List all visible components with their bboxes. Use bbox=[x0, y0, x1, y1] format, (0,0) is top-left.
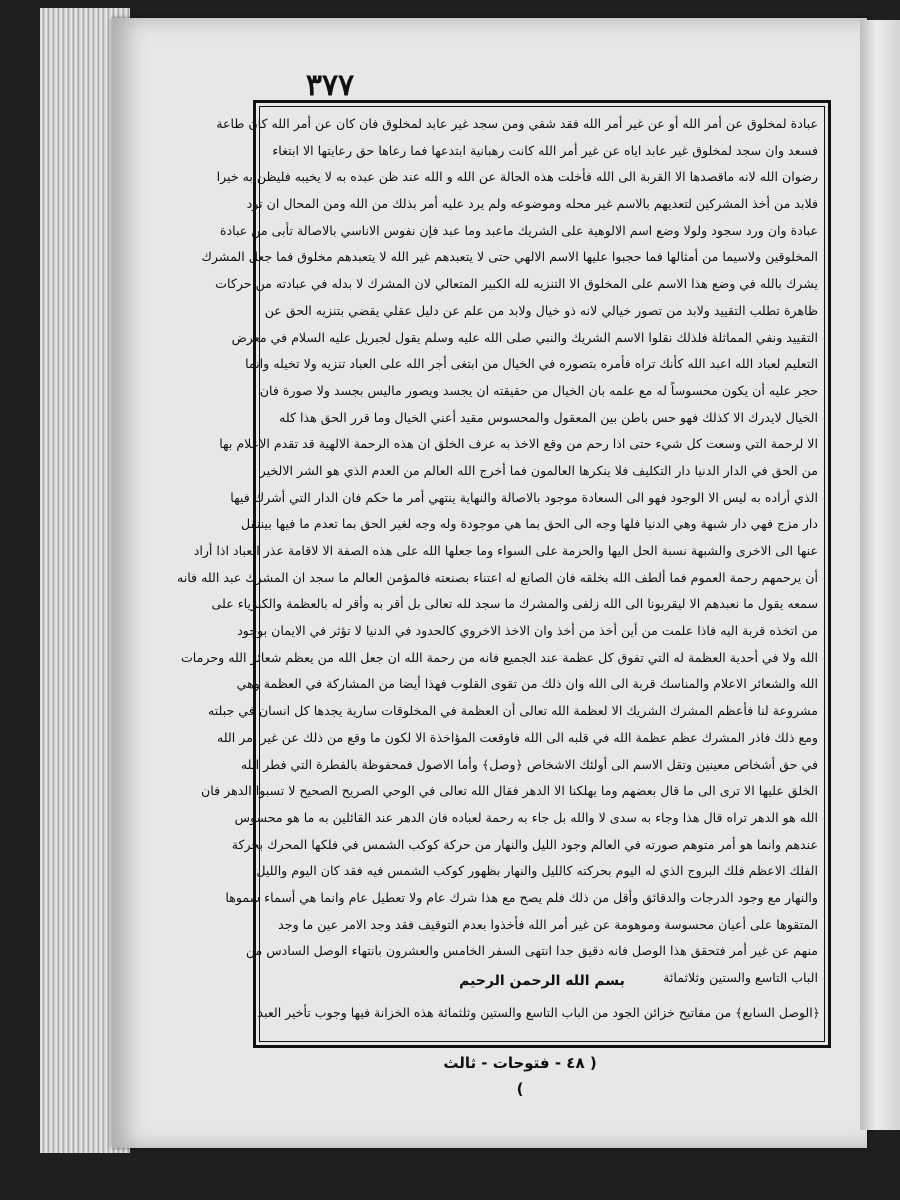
text-line: المتقوها على أعيان محسوسة وموهومة عن غير أمر الله فأخذوا بعدم التوقيف فقد وجد الامر عين ما وجد bbox=[278, 916, 818, 932]
text-line: يشرك بالله في وضع هذا الاسم على المخلوق الا التنزيه لله الكبير المتعالي لان المشرك لا بدله في عبادته من حركات bbox=[215, 276, 818, 292]
text-line: عندهم وانما هو أمر متوهم صورته في العالم وجود الليل والنهار من حركة كوكب الشمس في فلكها المحرك بحركة bbox=[231, 836, 818, 852]
basmala-heading: بسم الله الرحمن الرحيم bbox=[459, 973, 625, 989]
text-line: التعليم لعباد الله اعبد الله كأنك تراه فأمره بتصوره في الخيال من ابتغى أجر الله على العباد تنزيه ولا تخيله وانما bbox=[245, 356, 818, 372]
text-line: الا لرحمة التي وسعت كل شيء حتى اذا رحم من وقع الاخذ به عرف الخلق ان هذه الرحمة الالهية قد تقدم الاعلام بها bbox=[219, 436, 818, 452]
page-number: ٣٧٧ bbox=[305, 68, 355, 103]
text-line: الخيال لايدرك الا كذلك فهو حس باطن بين المعقول والمحسوس مقيد أعني الخيال وما قرر الحق هذا كله bbox=[279, 409, 818, 425]
text-line: دار مزج فهي دار شبهة وهي الدنيا فلها وجه الى الحق بما هي موجودة وله وجه لغير الحق بما تعدم ما فيها بينتقل bbox=[241, 516, 818, 532]
text-line: سمعه يقول ما نعبدهم الا ليقربونا الى الله زلفى والمشرك ما سجد لله تعالى بل أقر به وأقر له بالعظمة والكبرياء على bbox=[211, 596, 818, 612]
text-line: أن يرحمهم رحمة العموم فما ألطف الله بخلقه فان الصانع له اعتناء بصنعته فالمؤمن العالم ما سجد ان المشرك عبد الله فانه bbox=[176, 569, 818, 585]
footer-signature: ( ٤٨ - فتوحات - ثالث ) bbox=[443, 1054, 597, 1098]
text-line: الله والشعائر الاعلام والمناسك قربة الى الله وان ذلك من تقوى القلوب فهذا أيضا من المشاركة في العظمة وهي bbox=[236, 676, 818, 692]
text-line: التقييد ونفي المماثلة فلذلك نقلوا الاسم الشريك والنبي صلى الله عليه وسلم يقول لجبريل عليه السلام في معرض bbox=[231, 329, 818, 345]
text-line: الفلك الاعظم فلك البروج الذي له اليوم بحركته كالليل والنهار بظهور كوكب الشمس فيه فقد كان اليوم والليل bbox=[256, 863, 818, 879]
text-line: الله هو الدهر تراه قال هذا وجاء به سدى لا والله بل جاء به رحمة لعباده فان الدهر عند القائلين به ما هو محسوس bbox=[234, 809, 818, 825]
text-line: حجر عليه أن يكون محسوساً له مع علمه بان الخيال من حقيقته ان يجسد ويصور ماليس بجسد ولا صورة فان bbox=[259, 382, 818, 398]
text-line: في حق أشخاص معينين وتقل الاسم الى أولئك الاشخاص ﴿وصل﴾ وأما الاصول فمحفوظة بالفطرة التي فطر الله bbox=[240, 756, 818, 772]
text-line: عبادة وان ورد سجود ولولا وضع اسم الالوهية على الشريك ماعبد وما عبد فإن نفوس الاناسي بالاصالة تأبى من عبادة bbox=[219, 222, 818, 238]
text-line: الخلق عليها الا ترى الى ما قال بعضهم وما يهلكنا الا الدهر فقال الله تعالى في الوحي الصريح الصحيح لا تسبوا الدهر فان bbox=[201, 783, 818, 799]
text-line: فسعد وان سجد لمخلوق غير عابد اياه عن غير أمر الله كانت رهبانية ابتدعها فما رعاها حق رعايتها الا ابتغاء bbox=[272, 142, 818, 158]
text-line: عبادة لمخلوق عن أمر الله أو عن غير أمر الله فقد شقي ومن سجد غير عابد لمخلوق فان كان عن أمر الله كان طاعة bbox=[216, 116, 818, 131]
text-line: الله ولا في أحدية العظمة له التي تفوق كل عظمة عند الجميع فانه من رحمة الله ان جعل الله من يعظم شعائر الله وحرمات bbox=[180, 649, 818, 665]
text-line: فلابد من أخذ المشركين لتعديهم بالاسم غير محله وموضوعه ولم يرد عليه أمر بذلك من الله ومن المحال ان ترد bbox=[246, 196, 818, 212]
text-line: الباب التاسع والستين وثلاثمائة bbox=[663, 970, 818, 985]
text-line: من اتخذه قربة اليه فاذا علمت من أين أخذ من أخذ وان الاخذ الاخروي كالحدود في الدنيا لا تؤثر في الايمان بوجود bbox=[237, 623, 818, 639]
text-line: ومع ذلك فاذر المشرك عظم عظمة الله في قلبه الى الله فاوقعت المؤاخذة الا لكون ما وقع من ذلك عن غير أمر الله bbox=[216, 729, 818, 745]
text-line: ظاهرة تطلب التقييد ولابد من تصور خيالي لانه ذو خيال ولابد من علم عن دليل عقلي يقضي بتنزيه الحق عن bbox=[264, 302, 818, 318]
text-line: المخلوقين ولاسيما من أمثالها فما حجبوا عليها الاسم الالهي حتى لا يتعبدهم غير الله لا يتعبدهم مخلوق فما جعل المشرك bbox=[201, 249, 818, 265]
text-line: رضوان الله لانه ماقصدها الا القربة الى الله فأخلت هذه الحالة عن الله و الله عند ظن عبده به لا يخيبه فليظن به خيرا bbox=[216, 169, 818, 185]
text-line: عنها الى الاخرى والشبهة نسبة الحل اليها والحرمة على السواء وما جعلها الله على هذه الصفة الا لاقامة عذر العباد اذا أراد bbox=[193, 543, 818, 558]
text-frame bbox=[176, 100, 831, 1048]
text-line: والنهار مع وجود الدرجات والدقائق وأقل من ذلك فلم يصح مع هذا شرك عام ولا تعطيل عام وانما هي أسماء سموها bbox=[225, 889, 818, 905]
section-heading-line: ﴿الوصل السابع﴾ من مفاتيح خزائن الجود من الباب التاسع والستين وثلثمائة هذه الخزانة فيها وجوب تأخير العبد bbox=[257, 1005, 820, 1020]
text-line: مشروعة لنا فأعظم المشرك الشريك الا لعظمة الله تعالى أن العظمة في المخلوقات سارية يجدها كل انسان في جبلته bbox=[208, 703, 818, 719]
text-line: منهم عن غير أمر فتحقق هذا الوصل فانه دقيق جدا انتهى السفر الخامس والعشرون بانتهاء الوصل السادس من bbox=[245, 943, 818, 959]
text-line: الذي أراده به ليس الا الوجود فهو الى السعادة موجود بالاصالة والنهاية ينتهي أمر ما حكم فان الدار التي أشرك فيها bbox=[230, 489, 818, 505]
text-line: من الحق في الدار الدنيا دار التكليف فلا ينكرها العالمون فما أخرج الله العالم من العدم الذي هو الشر الالخير bbox=[259, 462, 818, 478]
facing-page-edge bbox=[860, 20, 900, 1130]
